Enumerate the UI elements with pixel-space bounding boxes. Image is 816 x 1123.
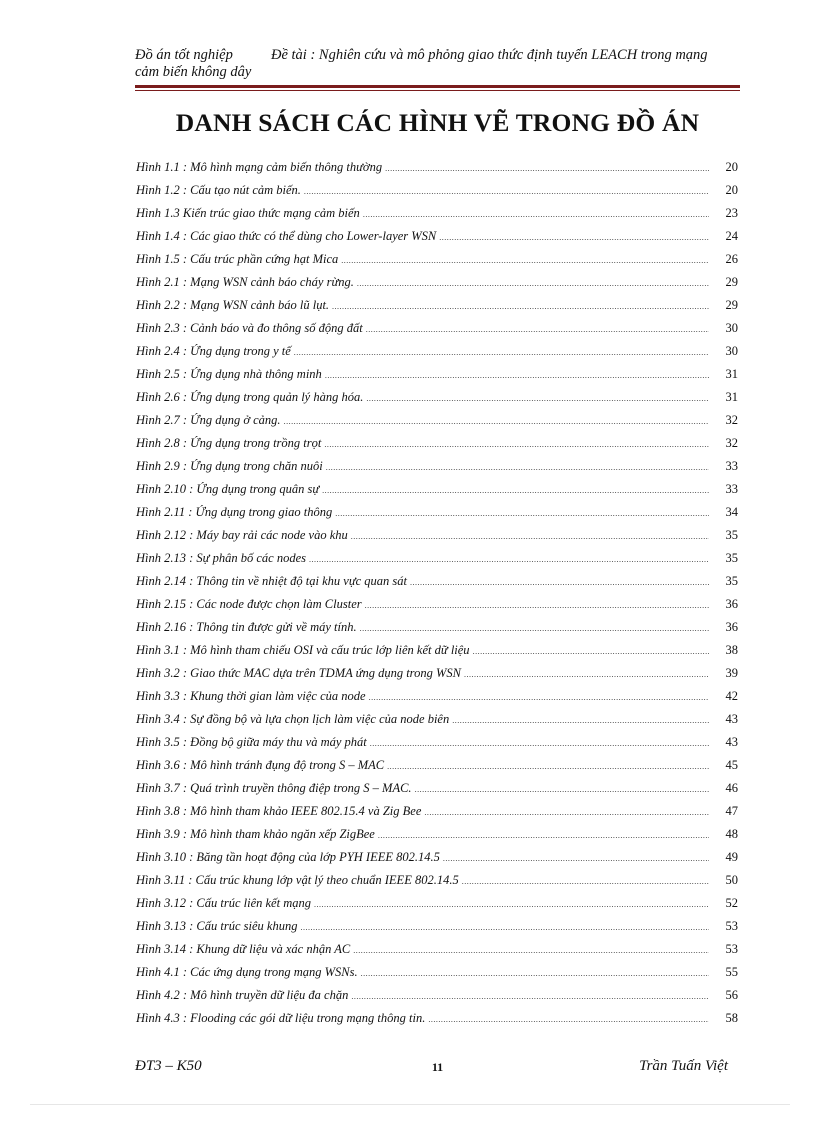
toc-entry-page: 32 xyxy=(725,436,738,450)
toc-dot-leader xyxy=(439,229,709,244)
toc-dot-leader xyxy=(464,666,709,681)
toc-entry-page: 23 xyxy=(725,206,738,220)
toc-dot-leader xyxy=(387,758,709,773)
toc-entry xyxy=(136,206,738,229)
toc-entry xyxy=(136,965,738,988)
toc-entry-page: 38 xyxy=(725,643,738,657)
toc-entry xyxy=(136,482,738,505)
toc-entry xyxy=(136,919,738,942)
toc-dot-leader xyxy=(363,206,709,221)
header-topic-line2: cảm biến không dây xyxy=(135,64,252,80)
header-rule-thick xyxy=(135,85,740,88)
toc-entry xyxy=(136,252,738,275)
toc-entry-page: 34 xyxy=(725,505,738,519)
toc-entry-page: 30 xyxy=(725,321,738,335)
toc-entry xyxy=(136,873,738,896)
toc-dot-leader xyxy=(294,344,709,359)
toc-entry xyxy=(136,689,738,712)
toc-entry xyxy=(136,183,738,206)
page-title: DANH SÁCH CÁC HÌNH VẼ TRONG ĐỒ ÁN xyxy=(175,108,700,137)
toc-entry-label: Hình 2.1 : Mạng WSN cảnh báo cháy rừng. xyxy=(136,275,354,289)
toc-dot-leader xyxy=(351,528,709,543)
toc-dot-leader xyxy=(410,574,709,589)
toc-entry-label: Hình 3.7 : Quá trình truyền thông điệp trong S – MAC. xyxy=(136,781,412,795)
toc-entry-label: Hình 4.3 : Flooding các gói dữ liệu trong mạng thông tin. xyxy=(136,1011,426,1025)
toc-entry xyxy=(136,620,738,643)
toc-entry-page: 30 xyxy=(725,344,738,358)
toc-entry-page: 35 xyxy=(725,528,738,542)
toc-dot-leader xyxy=(452,712,709,727)
toc-entry-label: Hình 2.15 : Các node được chọn làm Cluster xyxy=(136,597,362,611)
toc-entry-page: 36 xyxy=(725,620,738,634)
toc-dot-leader xyxy=(324,436,709,451)
page-header xyxy=(135,47,740,81)
toc-entry xyxy=(136,321,738,344)
figure-list xyxy=(136,160,738,1034)
toc-entry xyxy=(136,436,738,459)
toc-dot-leader xyxy=(370,735,709,750)
toc-entry-page: 46 xyxy=(725,781,738,795)
toc-entry-page: 39 xyxy=(725,666,738,680)
toc-entry-label: Hình 2.9 : Ứng dụng trong chăn nuôi xyxy=(136,459,323,473)
toc-entry-page: 20 xyxy=(725,160,738,174)
toc-entry-label: Hình 2.13 : Sự phân bố các nodes xyxy=(136,551,306,565)
toc-entry-page: 55 xyxy=(725,965,738,979)
toc-entry-page: 31 xyxy=(725,390,738,404)
toc-entry xyxy=(136,298,738,321)
toc-dot-leader xyxy=(325,367,709,382)
toc-entry-label: Hình 2.16 : Thông tin được gửi về máy tính. xyxy=(136,620,357,634)
toc-dot-leader xyxy=(304,183,709,198)
toc-dot-leader xyxy=(326,459,709,474)
toc-entry-page: 31 xyxy=(725,367,738,381)
toc-entry-label: Hình 3.3 : Khung thời gian làm việc của node xyxy=(136,689,366,703)
toc-dot-leader xyxy=(366,390,709,405)
toc-entry xyxy=(136,528,738,551)
toc-entry-label: Hình 3.6 : Mô hình tránh đụng độ trong S – MAC xyxy=(136,758,385,772)
toc-entry-page: 35 xyxy=(725,574,738,588)
toc-entry-page: 56 xyxy=(725,988,738,1002)
toc-entry-label: Hình 2.11 : Ứng dụng trong giao thông xyxy=(136,505,333,519)
toc-entry-label: Hình 1.4 : Các giao thức có thể dùng cho Lower-layer WSN xyxy=(136,229,437,243)
toc-dot-leader xyxy=(473,643,709,658)
footer-class: ĐT3 – K50 xyxy=(135,1058,202,1074)
toc-entry xyxy=(136,413,738,436)
toc-entry-page: 47 xyxy=(725,804,738,818)
toc-dot-leader xyxy=(365,597,709,612)
toc-entry-label: Hình 1.2 : Cấu tạo nút cảm biến. xyxy=(136,183,301,197)
page-bottom-divider xyxy=(30,1104,790,1105)
toc-dot-leader xyxy=(314,896,709,911)
toc-entry xyxy=(136,597,738,620)
toc-entry-label: Hình 4.1 : Các ứng dụng trong mạng WSNs. xyxy=(136,965,358,979)
toc-entry xyxy=(136,344,738,367)
page-footer xyxy=(135,1058,740,1078)
toc-entry-page: 42 xyxy=(725,689,738,703)
toc-entry-page: 26 xyxy=(725,252,738,266)
toc-entry-page: 33 xyxy=(725,482,738,496)
header-rule-thin xyxy=(135,90,740,91)
toc-entry-page: 20 xyxy=(725,183,738,197)
toc-entry xyxy=(136,551,738,574)
toc-entry xyxy=(136,574,738,597)
toc-entry-label: Hình 2.14 : Thông tin về nhiệt độ tại khu vực quan sát xyxy=(136,574,408,588)
toc-entry-label: Hình 2.12 : Máy bay rải các node vào khu xyxy=(136,528,348,542)
toc-dot-leader xyxy=(300,919,709,934)
header-topic-line1: Đề tài : Nghiên cứu và mô phỏng giao thức định tuyến LEACH trong mạng xyxy=(271,47,708,63)
toc-entry-label: Hình 1.5 : Cấu trúc phần cứng hạt Mica xyxy=(136,252,339,266)
toc-dot-leader xyxy=(332,298,709,313)
toc-entry-label: Hình 3.8 : Mô hình tham khảo IEEE 802.15.4 và Zig Bee xyxy=(136,804,422,818)
toc-entry-page: 43 xyxy=(725,712,738,726)
toc-entry-page: 32 xyxy=(725,413,738,427)
toc-dot-leader xyxy=(353,942,709,957)
toc-entry xyxy=(136,712,738,735)
toc-dot-leader xyxy=(322,482,709,497)
toc-entry-page: 58 xyxy=(725,1011,738,1025)
toc-dot-leader xyxy=(428,1011,709,1026)
toc-entry-label: Hình 2.6 : Ứng dụng trong quản lý hàng hóa. xyxy=(136,390,364,404)
toc-entry xyxy=(136,781,738,804)
toc-entry-label: Hình 3.1 : Mô hình tham chiếu OSI và cấu trúc lớp liên kết dữ liệu xyxy=(136,643,470,657)
toc-entry-label: Hình 2.8 : Ứng dụng trong trồng trọt xyxy=(136,436,322,450)
footer-author: Trần Tuấn Việt xyxy=(639,1058,728,1074)
toc-entry-label: Hình 3.5 : Đồng bộ giữa máy thu và máy phát xyxy=(136,735,367,749)
toc-entry xyxy=(136,666,738,689)
toc-entry-page: 49 xyxy=(725,850,738,864)
toc-entry-label: Hình 3.12 : Cấu trúc liên kết mạng xyxy=(136,896,311,910)
toc-dot-leader xyxy=(309,551,709,566)
toc-entry-label: Hình 3.14 : Khung dữ liệu và xác nhận AC xyxy=(136,942,351,956)
toc-dot-leader xyxy=(351,988,709,1003)
toc-entry-label: Hình 2.10 : Ứng dụng trong quân sự xyxy=(136,482,320,496)
toc-entry-label: Hình 1.3 Kiến trúc giao thức mạng cảm biến xyxy=(136,206,360,220)
toc-dot-leader xyxy=(369,689,709,704)
toc-entry xyxy=(136,804,738,827)
toc-dot-leader xyxy=(415,781,709,796)
toc-entry xyxy=(136,390,738,413)
toc-entry-page: 50 xyxy=(725,873,738,887)
toc-entry xyxy=(136,942,738,965)
toc-entry xyxy=(136,1011,738,1034)
toc-entry-page: 45 xyxy=(725,758,738,772)
toc-entry-label: Hình 2.5 : Ứng dụng nhà thông minh xyxy=(136,367,322,381)
toc-entry xyxy=(136,896,738,919)
toc-entry xyxy=(136,160,738,183)
toc-entry xyxy=(136,275,738,298)
toc-dot-leader xyxy=(357,275,709,290)
toc-entry xyxy=(136,735,738,758)
header-thesis-label: Đồ án tốt nghiệp xyxy=(135,47,233,63)
toc-entry-label: Hình 3.10 : Băng tần hoạt động của lớp PYH IEEE 802.14.5 xyxy=(136,850,440,864)
toc-entry-label: Hình 3.9 : Mô hình tham khảo ngăn xếp ZigBee xyxy=(136,827,375,841)
toc-entry-page: 24 xyxy=(725,229,738,243)
toc-entry-page: 53 xyxy=(725,942,738,956)
toc-entry xyxy=(136,367,738,390)
toc-entry-label: Hình 3.11 : Cấu trúc khung lớp vật lý theo chuẩn IEEE 802.14.5 xyxy=(136,873,459,887)
toc-entry-label: Hình 3.13 : Cấu trúc siêu khung xyxy=(136,919,298,933)
toc-entry xyxy=(136,827,738,850)
toc-dot-leader xyxy=(284,413,709,428)
toc-entry-label: Hình 1.1 : Mô hình mạng cảm biến thông thường xyxy=(136,160,383,174)
toc-entry-page: 35 xyxy=(725,551,738,565)
toc-dot-leader xyxy=(385,160,709,175)
toc-entry-label: Hình 2.4 : Ứng dụng trong y tế xyxy=(136,344,291,358)
toc-dot-leader xyxy=(424,804,709,819)
toc-entry xyxy=(136,229,738,252)
toc-entry-page: 29 xyxy=(725,298,738,312)
toc-entry xyxy=(136,758,738,781)
toc-dot-leader xyxy=(462,873,709,888)
toc-entry xyxy=(136,850,738,873)
toc-dot-leader xyxy=(361,965,709,980)
toc-entry-label: Hình 4.2 : Mô hình truyền dữ liệu đa chặn xyxy=(136,988,349,1002)
toc-entry-page: 43 xyxy=(725,735,738,749)
toc-dot-leader xyxy=(443,850,709,865)
toc-dot-leader xyxy=(366,321,709,336)
toc-entry-page: 29 xyxy=(725,275,738,289)
toc-entry-page: 52 xyxy=(725,896,738,910)
toc-entry-page: 33 xyxy=(725,459,738,473)
toc-entry-label: Hình 3.4 : Sự đồng bộ và lựa chọn lịch làm việc của node biên xyxy=(136,712,450,726)
page-number: 11 xyxy=(431,1060,444,1074)
toc-entry xyxy=(136,459,738,482)
toc-dot-leader xyxy=(341,252,709,267)
toc-entry-label: Hình 2.2 : Mạng WSN cảnh báo lũ lụt. xyxy=(136,298,330,312)
toc-entry-label: Hình 3.2 : Giao thức MAC dựa trên TDMA ứng dụng trong WSN xyxy=(136,666,461,680)
toc-entry-page: 48 xyxy=(725,827,738,841)
toc-entry xyxy=(136,988,738,1011)
toc-entry-page: 53 xyxy=(725,919,738,933)
toc-dot-leader xyxy=(335,505,709,520)
toc-entry-page: 36 xyxy=(725,597,738,611)
toc-entry-label: Hình 2.7 : Ứng dụng ở cảng. xyxy=(136,413,281,427)
toc-entry xyxy=(136,643,738,666)
toc-entry-label: Hình 2.3 : Cảnh báo và đo thông số động đất xyxy=(136,321,363,335)
toc-entry xyxy=(136,505,738,528)
toc-dot-leader xyxy=(378,827,709,842)
toc-dot-leader xyxy=(360,620,709,635)
